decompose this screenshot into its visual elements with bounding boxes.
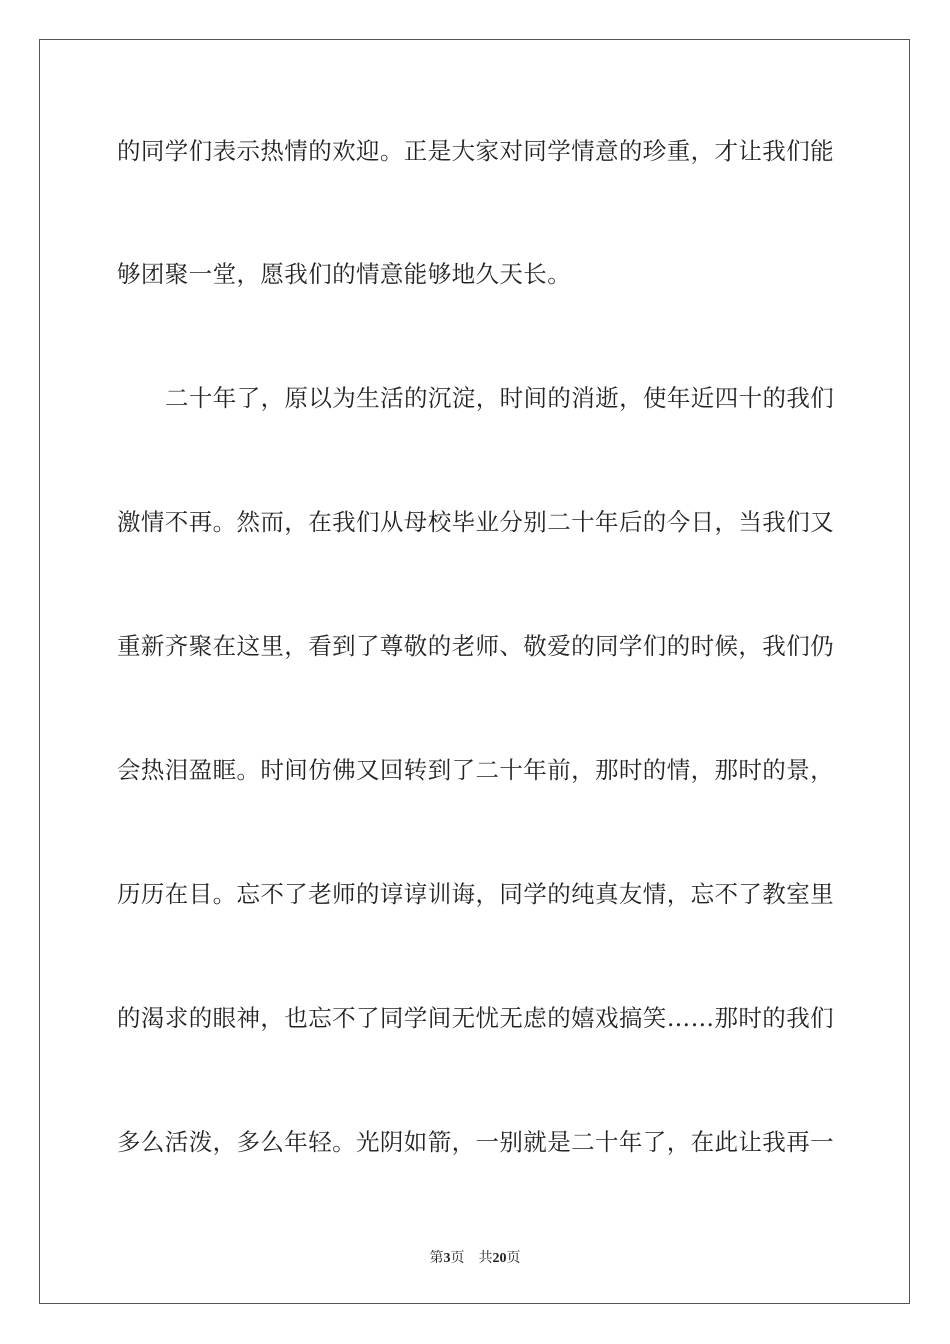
body-text-line: 会热泪盈眶。时间仿佛又回转到了二十年前，那时的情，那时的景，: [117, 756, 834, 784]
total-pages-number: 20: [492, 1251, 507, 1266]
body-text-line: 的同学们表示热情的欢迎。正是大家对同学情意的珍重，才让我们能: [117, 137, 834, 165]
page-footer: [0, 1247, 950, 1267]
total-label-suffix: 页: [506, 1250, 521, 1266]
body-text-line: 重新齐聚在这里，看到了尊敬的老师、敬爱的同学们的时候，我们仍: [117, 632, 834, 660]
page-label-prefix: 第: [429, 1250, 444, 1266]
page-border: [39, 39, 910, 1304]
body-text-line: 多么活泼，多么年轻。光阴如箭，一别就是二十年了，在此让我再一: [117, 1128, 834, 1156]
page-label-suffix: 页: [450, 1250, 465, 1266]
body-text-line: 够团聚一堂，愿我们的情意能够地久天长。: [117, 260, 572, 288]
body-text-line: 激情不再。然而，在我们从母校毕业分别二十年后的今日，当我们又: [117, 508, 834, 536]
paragraph-start-line: 二十年了，原以为生活的沉淀，时间的消逝，使年近四十的我们: [165, 384, 835, 412]
body-text-line: 历历在目。忘不了老师的谆谆训诲，同学的纯真友情，忘不了教室里: [117, 880, 834, 908]
total-label-prefix: 共: [478, 1250, 493, 1266]
current-page-number: 3: [443, 1251, 451, 1266]
body-text-line: 的渴求的眼神，也忘不了同学间无忧无虑的嬉戏搞笑……那时的我们: [117, 1004, 834, 1032]
